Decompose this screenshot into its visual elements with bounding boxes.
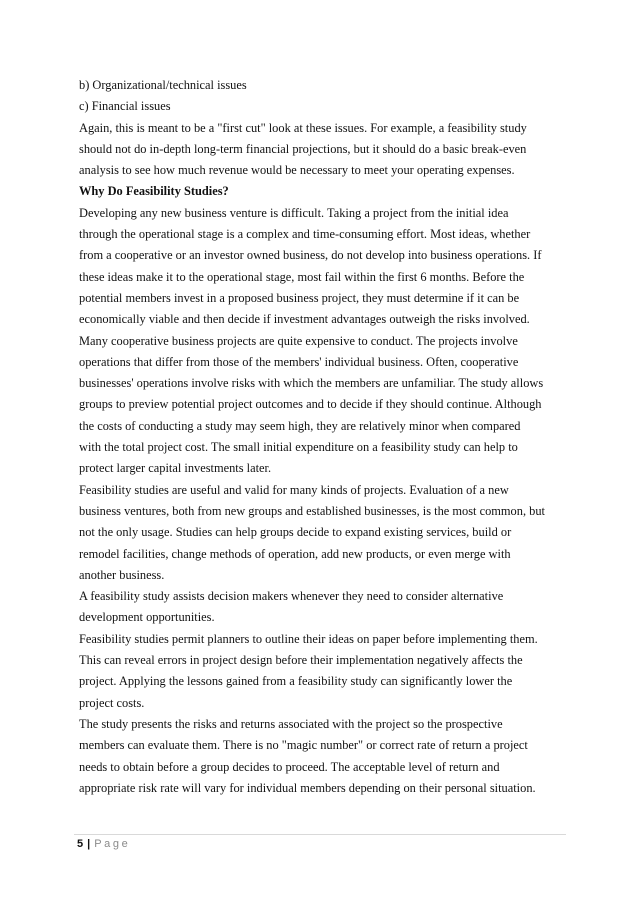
text-line: c) Financial issues	[79, 99, 171, 114]
page-label: Page	[94, 838, 131, 850]
text-line: not the only usage. Studies can help groups decide to expand existing services, build or	[79, 525, 512, 540]
page-body	[79, 75, 569, 799]
text-line: protect larger capital investments later.	[79, 461, 272, 476]
text-line: project. Applying the lessons gained from a feasibility study can significantly lower the	[79, 674, 513, 689]
text-line: with the total project cost. The small initial expenditure on a feasibility study can help to	[79, 440, 518, 455]
text-line: should not do in-depth long-term financial projections, but it should do a basic break-even	[79, 141, 527, 156]
text-line: from a cooperative or an investor owned business, do not develop into business operations. If	[79, 248, 542, 263]
page-footer	[77, 836, 130, 852]
text-line: economically viable and then decide if investment advantages outweigh the risks involved.	[79, 312, 530, 327]
text-line: Feasibility studies are useful and valid for many kinds of projects. Evaluation of a new	[79, 482, 509, 497]
text-line: Many cooperative business projects are quite expensive to conduct. The projects involve	[79, 333, 518, 348]
text-line: the costs of conducting a study may seem high, they are relatively minor when compared	[79, 418, 521, 433]
footer-separator: |	[87, 838, 91, 850]
text-line: project costs.	[79, 695, 145, 710]
text-line: Developing any new business venture is difficult. Taking a project from the initial idea	[79, 205, 509, 220]
text-line: Feasibility studies permit planners to outline their ideas on paper before implementing them.	[79, 631, 538, 646]
text-line: needs to obtain before a group decides to proceed. The acceptable level of return and	[79, 759, 500, 774]
text-line: business ventures, both from new groups and established businesses, is the most common, but	[79, 503, 545, 518]
text-line: potential members invest in a proposed business project, they must determine if it can be	[79, 290, 520, 305]
text-line: another business.	[79, 567, 165, 582]
text-line: A feasibility study assists decision makers whenever they need to consider alternative	[79, 589, 504, 604]
text-line: through the operational stage is a complex and time-consuming effort. Most ideas, whether	[79, 227, 531, 242]
text-line: analysis to see how much revenue would be necessary to meet your operating expenses.	[79, 163, 515, 178]
text-line: appropriate risk rate will vary for individual members depending on their personal situation.	[79, 780, 536, 795]
text-line: businesses' operations involve risks with which the members are unfamiliar. The study allows	[79, 376, 544, 391]
text-line: development opportunities.	[79, 610, 215, 625]
section-heading: Why Do Feasibility Studies?	[79, 184, 229, 199]
text-line: b) Organizational/technical issues	[79, 78, 247, 92]
text-line: these ideas make it to the operational stage, most fail within the first 6 months. Before the	[79, 269, 525, 284]
text-line: This can reveal errors in project design before their implementation negatively affects the	[79, 653, 523, 668]
text-line: operations that differ from those of the members' individual business. Often, cooperative	[79, 354, 519, 369]
text-line: Again, this is meant to be a "first cut" look at these issues. For example, a feasibility study	[79, 120, 527, 135]
text-line: remodel facilities, change methods of operation, add new products, or even merge with	[79, 546, 511, 561]
footer-divider	[74, 834, 566, 835]
text-line: members can evaluate them. There is no "magic number" or correct rate of return a project	[79, 738, 528, 753]
text-line: The study presents the risks and returns associated with the project so the prospective	[79, 716, 503, 731]
page-number: 5	[77, 838, 84, 850]
text-line: groups to preview potential project outcomes and to decide if they should continue. Although	[79, 397, 542, 412]
